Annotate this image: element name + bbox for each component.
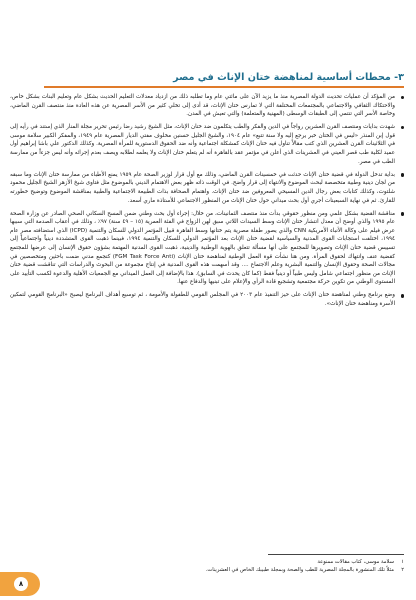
- paragraph-text: مناقشة القضية بشكل علمي ومن منظور حقوقي بدأت منذ منتصف الثمانينات، من خلال: إجراء أول بحث وطني ضمن المسح السكاني الصحي الصادر عن وزارة الصحة عام ١٩٩٥ والذي أوضح أن معدل انتشار ختان الإناث وسط السيدات اللاتي سبق لهن الزواج في الفئة العمرية (١٥ – ٤٩ سنة) ٩٧٪ ، وذلك في أعقاب الصدمة التي سببها عرض فيلم على وكالة الأنباء الأمريكية CNN والذي يصور طفلة مصرية يتم ختانها وسط القاهرة قبيل المؤتمر الدولي للسكان والتنمية (ICPD) الذي استضافته مصر عام ١٩٩٤، اختلفت استجابات القوى المدنية والسياسية لقضية ختان الإناث بعد المؤتمر الدولي للسكان والتنمية ١٩٩٤، فبينما ذهبت القوى المتشددة دينياً واجتماعياً إلى تسييس قضية ختان الإناث وتصويرها للمجتمع على أنها مسألة تتعلق بالهوية الوطنية والدينية، ذهبت القوى المدنية المهتمة بشؤون حقوق الإنسان إلى عرضها للمجتمع كقضية عنف وانتهاك لحقوق المرأة. ومن هنا نشأت قوة العمل الوطنية لمناهضة ختان الإناث (FGM Task Force Anti) كتجمع مدني ضمت باحثين ومتخصصين في مجالات الصحة وحقوق الإنسان والتنمية البشرية وعلم الاجتماع .... وقد أسهمت هذه القوى المدنية في إنتاج مجموعة من البحوث والدراسات التي تناقشت قضية ختان الإناث من منظور اجتماعي شامل وليس طبياً أو دينياً فقط (كما كان يحدث في السابق). هذا بالإضافة إلى العمل الميداني مع الجمعيات الأهلية والدعوة لكسب التأييد على المستوى الوطني من تكوين حركة مجتمعية وتشجيع قادة الرأي والإعلام على تبنيها والدفاع عنها.: [10, 210, 396, 286]
- heading-underline: [44, 86, 404, 88]
- paragraph-text: بداية تدخل الدولة في قضية ختان الإناث حدثت في خمسينات القرن الماضي، وذلك مع أول قرار لوزير الصحة عام ١٩٥٩ يمنع الأطباء من ممارسة ختان الإناث وما سبقه من لجان دينية وطبية متخصصة لبحث الموضوع والانتهاء إلى قرار واضح. في الوقت ذاته ظهر بعض الاهتمام الديني بالموضوع مثل فتاوى شيخ الأزهر الشيخ الجليل محمود شلتوت، وكذلك كتابات بعض رجال الدين المسيحي المعروفين ضد ختان الإناث. واهتمام الصحافة بذات الطبيعة الاجتماعية والطبية بمناقشة الموضوع وتوضيح خطورته للقارئ. ثم في نهاية السبعينات أجري أول بحث ميداني حول ختان الإناث من المنظور الاجتماعي للأستاذة ماري أسعد.: [10, 171, 395, 204]
- footnote-number: ١: [401, 559, 404, 565]
- bullet-icon: [401, 126, 404, 129]
- paragraph-text: من المؤكد أن عمليات تحديث الدولة المصرية منذ ما يزيد الآن على مائتي عام وما تطلبه ذلك من ازدياد معدلات التعليم الحديث بشكل عام وتعليم البنات بشكل خاص، والاحتكاك الثقافي والاجتماعي بالمجتمعات المختلفة التي لا تمارس ختان الإناث، قد أدى إلى تخلي كثير من الأسر المصرية عن هذه العادة منذ منتصف القرن الماضي، وخاصة الأسر التي تنتمي إلى الطبقات الوسطى (المهنية والمتعلمة) والتي تعيش في المدن.: [10, 94, 395, 118]
- footnote-divider: [268, 554, 404, 555]
- footnote-list: [104, 558, 404, 574]
- paragraph-text: وضع برنامج وطني لمناهضة ختان الإناث على حيز التنفيذ عام ٢٠٠٣ في المجلس القومي للطفولة والأمومة ، ثم توسيع أهداف البرنامج ليصبح «البرنامج القومي لتمكين الأسرة ومناهضة ختان الإناث».: [10, 292, 395, 308]
- footnote: [104, 566, 404, 574]
- page-number: ٨: [14, 577, 28, 591]
- paragraph: [10, 291, 404, 308]
- section-heading: ٣- محطات أساسية لمناهضة ختان الإناث في مصر: [173, 72, 404, 83]
- bullet-icon: [401, 294, 404, 297]
- body-paragraph-list: [10, 93, 404, 313]
- footnote: [104, 558, 404, 566]
- paragraph: [10, 210, 404, 287]
- bullet-icon: [401, 212, 404, 215]
- paragraph: [10, 171, 404, 205]
- footnote-text: مثلاً تلك المنشورة بالمجلة المصرية للطب والصحة وبمجلة طبيبك الخاص في العشرينات.: [205, 567, 394, 573]
- bullet-icon: [401, 96, 404, 99]
- footnote-text: سلامة موسى، كتاب مقالات ممنوعة: [317, 559, 394, 565]
- footnote-number: ٢: [401, 567, 404, 573]
- paragraph: [10, 123, 404, 166]
- bullet-icon: [401, 173, 404, 176]
- paragraph: [10, 93, 404, 119]
- paragraph-text: شهدت بدايات ومنتصف القرن العشرين رواجاً في الدين والفكر والطب يتكلمون ضد ختان الإناث، مثل الشيخ رشيد رضا رئيس تحرير مجلة المنار الذي إستند في رأيه إلى قول إبن المنذر «ليس في الختان خبر يرجع إليه ولا سنة تتبع» عام ١٩٠٤، والشيخ الجليل حسنين مخلوف مفتي الديار المصرية عام ١٩٤٩، والمفكر الكبير سلامة موسى في الثلاثينات القرن العشرين الذي كتب مقالاً تناول فيه ختان الإناث كمشكلة اجتماعية وأنه ضد الحقوق الدستورية للمرأة المصرية. وكذلك الدكتور علي باشا إبراهيم أول عميد لكلية طب قصر العيني في العشرينات الذي أعلن في مؤتمر عقد بالقاهرة أنه لم يتعلم ختان الإناث ولا يعلمه لطلابه ويصف بعدم إجرائه وأنه ليس جزءاً من ممارسة الطب في مصر.: [10, 124, 395, 165]
